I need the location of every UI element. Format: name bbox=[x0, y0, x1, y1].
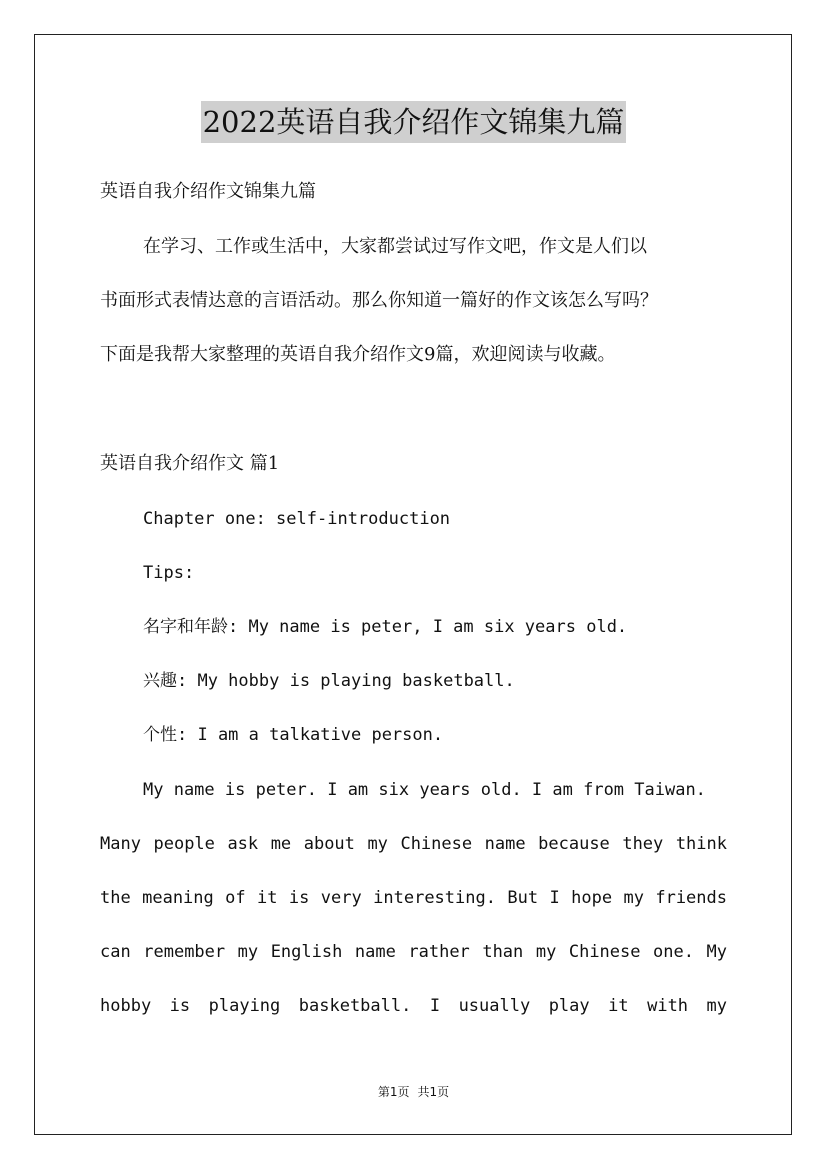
page-footer bbox=[0, 1083, 827, 1100]
intro-line-1: 在学习、工作或生活中，大家都尝试过写作文吧，作文是人们以 bbox=[143, 236, 647, 257]
body-line-3: the meaning of it is very interesting. But I hope my friends bbox=[100, 888, 727, 908]
body-line-5: hobby is playing basketball. I usually play it with my bbox=[100, 996, 727, 1016]
page-number: 第1页 bbox=[377, 1085, 410, 1099]
section-heading: 英语自我介绍作文 篇1 bbox=[100, 453, 280, 474]
body-line-4: can remember my English name rather than my Chinese one. My bbox=[100, 942, 727, 962]
chapter-line: Chapter one: self-introduction bbox=[143, 509, 451, 529]
body-line-1: My name is peter. I am six years old. I am from Taiwan. bbox=[143, 780, 706, 800]
tip-personality: 个性: I am a talkative person. bbox=[143, 725, 444, 745]
document-subtitle: 英语自我介绍作文锦集九篇 bbox=[100, 181, 316, 202]
tip-hobby: 兴趣: My hobby is playing basketball. bbox=[143, 671, 515, 691]
tip-name-age: 名字和年龄: My name is peter, I am six years old. bbox=[143, 617, 628, 637]
intro-line-3: 下面是我帮大家整理的英语自我介绍作文9篇，欢迎阅读与收藏。 bbox=[100, 344, 616, 365]
intro-line-2: 书面形式表情达意的言语活动。那么你知道一篇好的作文该怎么写吗？ bbox=[100, 290, 658, 311]
title-container bbox=[0, 101, 827, 143]
tips-label: Tips: bbox=[143, 563, 195, 583]
page-total: 共1页 bbox=[417, 1085, 450, 1099]
body-line-2: Many people ask me about my Chinese name because they think bbox=[100, 834, 727, 854]
document-title: 2022英语自我介绍作文锦集九篇 bbox=[201, 101, 627, 143]
